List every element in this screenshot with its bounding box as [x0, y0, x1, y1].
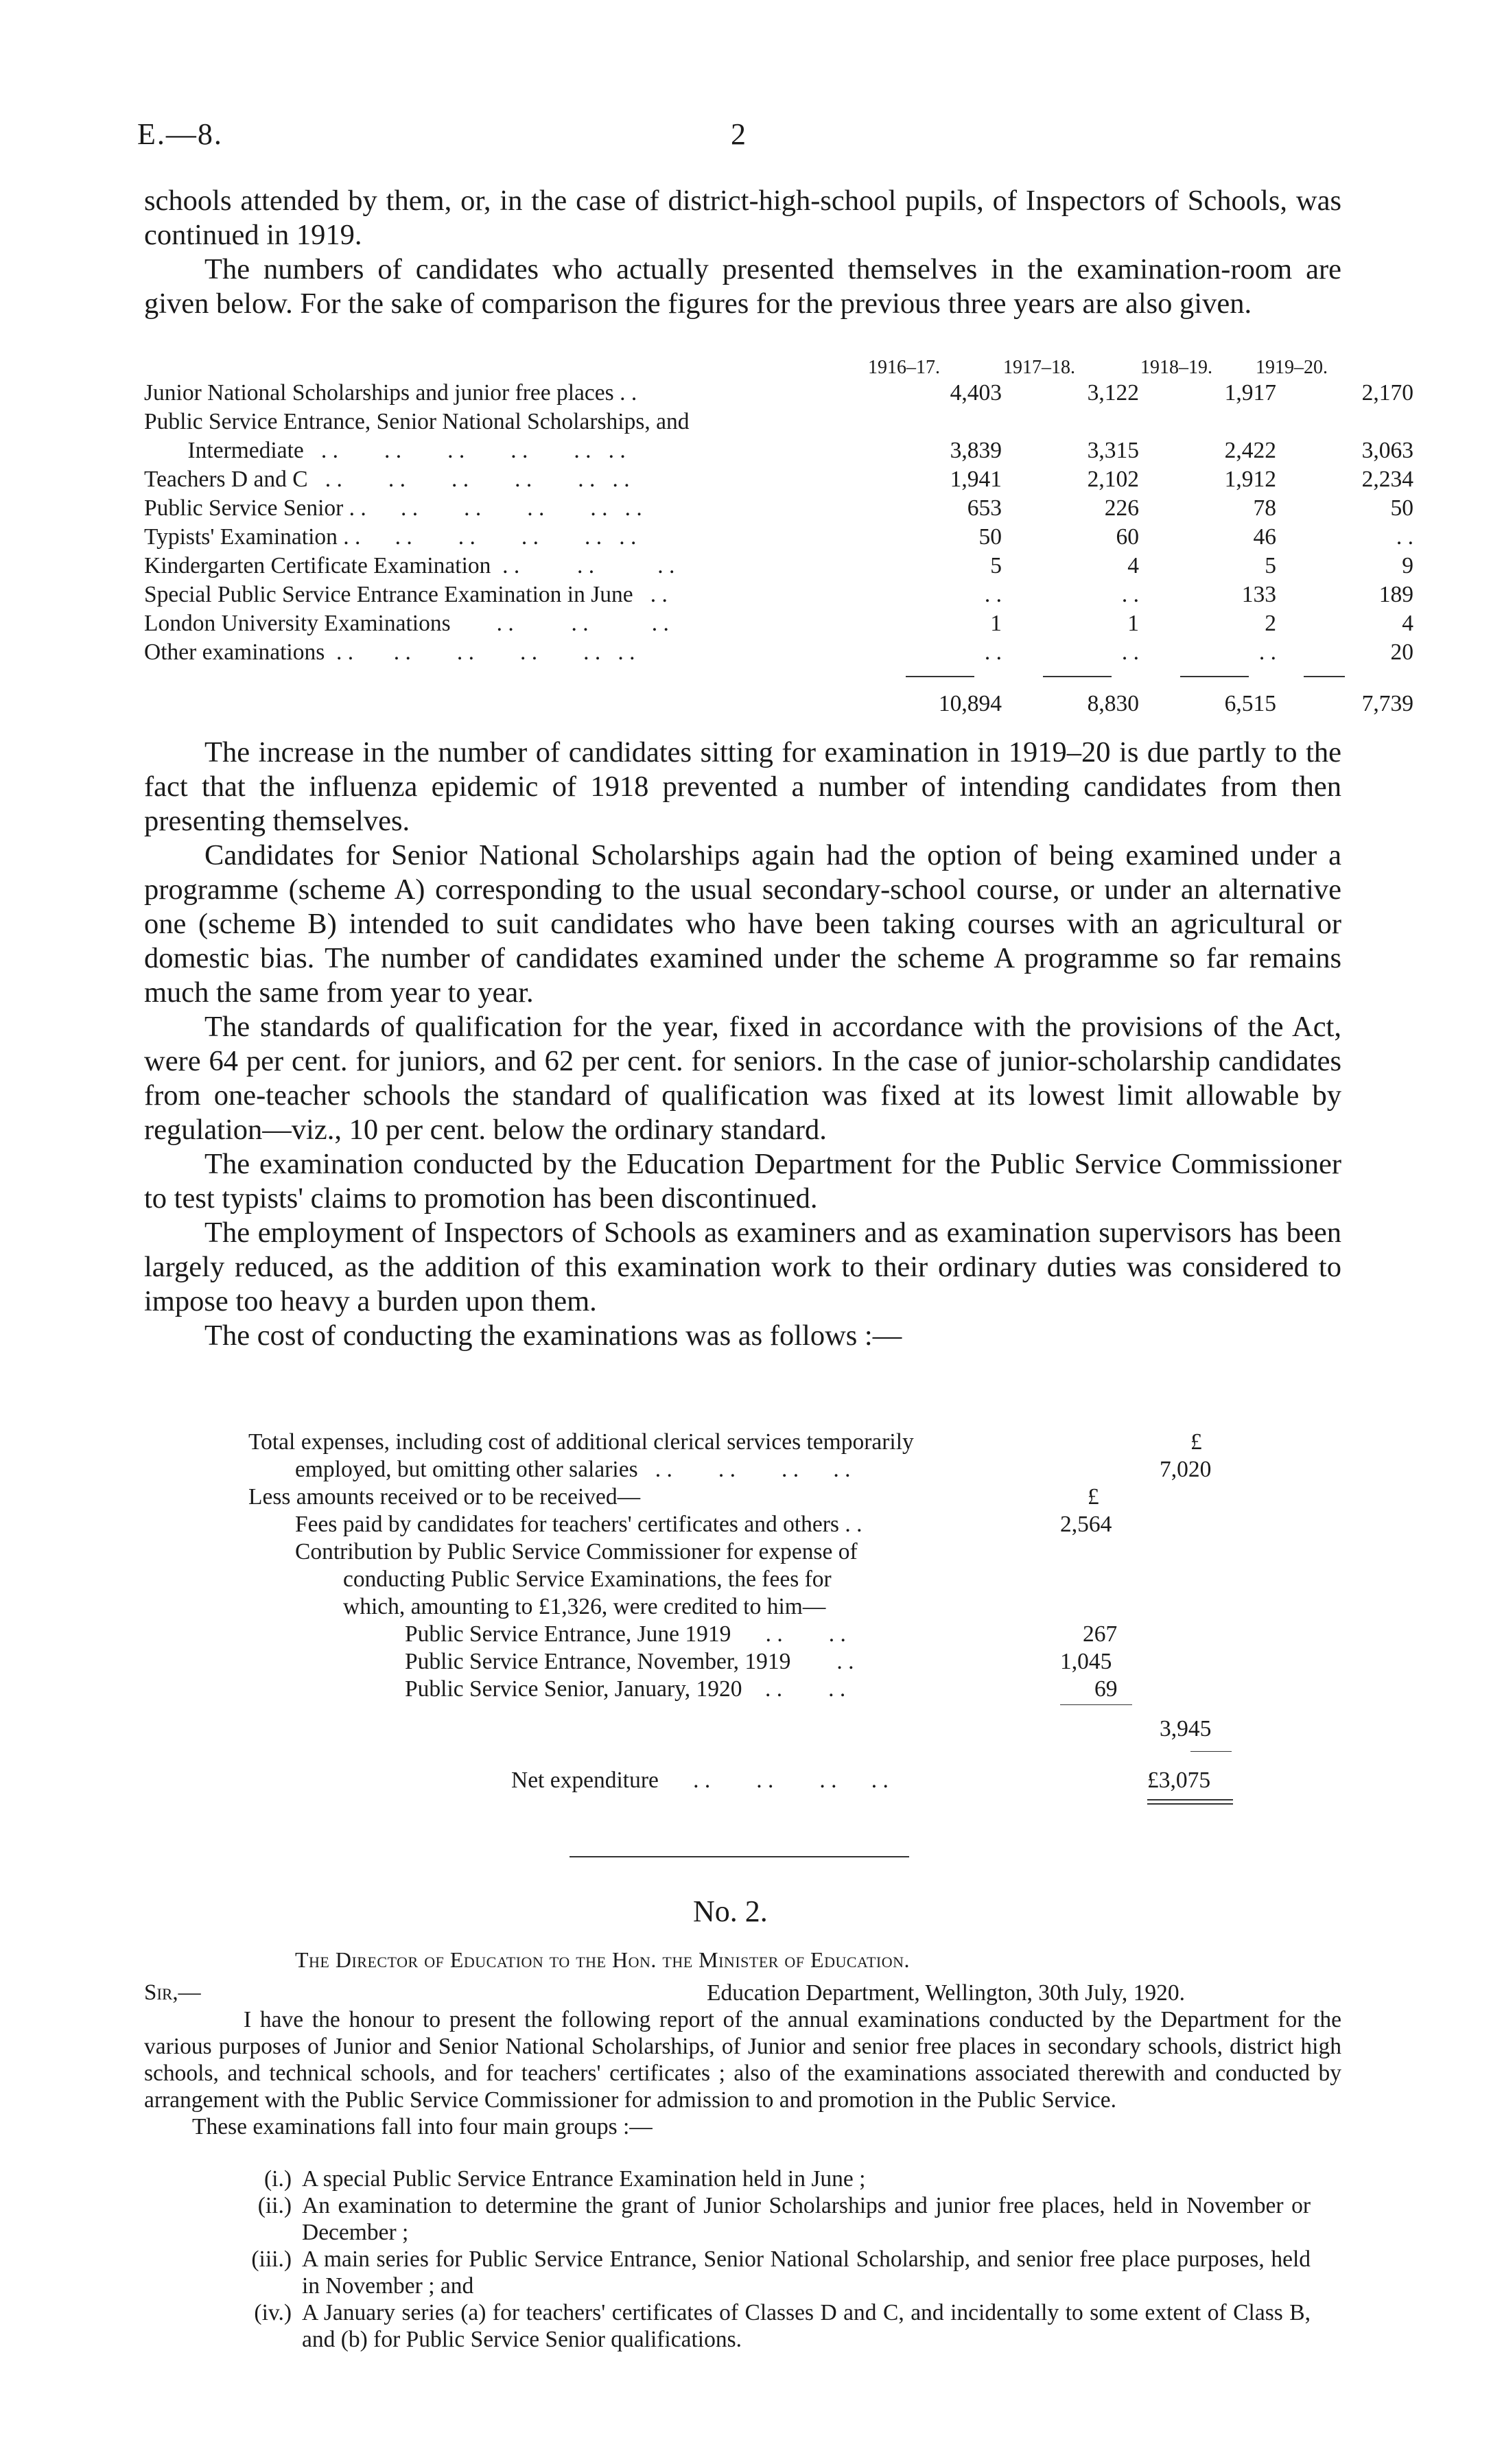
cell-value: 4: [1402, 611, 1413, 636]
section-number: No. 2.: [693, 1894, 768, 1928]
cell-value: 20: [1390, 640, 1413, 665]
cell-value: . .: [984, 640, 1002, 665]
row-label: Special Public Service Entrance Examination in June . .: [144, 582, 668, 607]
cell-value: 2: [1265, 611, 1276, 636]
total-value: 10,894: [938, 691, 1002, 716]
cell-value: 3,122: [1087, 380, 1139, 406]
pse-june-amount: 267: [1083, 1621, 1118, 1647]
cell-value: 5: [990, 553, 1002, 578]
section-divider: [570, 1856, 909, 1857]
letter-paragraph-1: I have the honour to present the following report of the annual examinations conducted by the Department for the various purposes of Junior and Senior National Scholarships, of Junior and senior free places in secondary schools, district high schools, and technical schools, and for teachers' certificates ; also of the examinations associated therewith and conducted by arrangement with the Public Service Commissioner for admission to and promotion in the Public Service.: [144, 2007, 1341, 2113]
cell-value: 226: [1104, 495, 1139, 521]
list-number: (iii.): [251, 2246, 292, 2272]
cell-value: 653: [967, 495, 1002, 521]
pound-sign: £: [1088, 1484, 1099, 1510]
total-value: 8,830: [1087, 691, 1139, 716]
cell-value: 4,403: [950, 380, 1002, 406]
body-paragraph-4: The examination conducted by the Education Department for the Public Service Commissioner to test typists' claims to promotion has been discontinued.: [144, 1148, 1341, 1215]
cell-value: 1,941: [950, 467, 1002, 492]
column-header-1919: 1919–20.: [1256, 357, 1328, 378]
net-expenditure-label: Net expenditure . . . . . . . .: [511, 1768, 889, 1793]
intro-paragraph-2: The numbers of candidates who actually presented themselves in the examination-room are given below. For the sake of comparison the figures for the previous three years are also given.: [144, 253, 1341, 320]
row-label: Other examinations . . . . . . . . . . . .: [144, 640, 635, 665]
net-double-rule: [1147, 1803, 1233, 1805]
row-label: Junior National Scholarships and junior free places . .: [144, 380, 637, 406]
cell-value: . .: [1121, 640, 1139, 665]
column-header-1917: 1917–18.: [1003, 357, 1075, 378]
total-value: 6,515: [1224, 691, 1276, 716]
cell-value: 9: [1402, 553, 1413, 578]
totals-row: [144, 690, 1413, 718]
cell-value: 1,912: [1224, 467, 1276, 492]
table-row: [144, 552, 1413, 580]
cell-value: 50: [1390, 495, 1413, 521]
cell-value: 2,102: [1087, 467, 1139, 492]
less-total-amount: 3,945: [1160, 1716, 1212, 1741]
pse-november-amount: 1,045: [1060, 1649, 1112, 1674]
intro-paragraph-1: schools attended by them, or, in the case of district-high-school pupils, of Inspectors of Schools, was continued in 1919.: [144, 185, 1341, 251]
cell-value: 60: [1116, 524, 1139, 550]
net-expenditure-amount: £3,075: [1147, 1768, 1211, 1793]
table-row: [144, 408, 1345, 436]
table-row: [144, 379, 1413, 408]
list-number: (iv.): [254, 2300, 292, 2325]
intro-section: [144, 184, 1341, 321]
cell-value: 1,917: [1224, 380, 1276, 406]
total-expenses-line-2: employed, but omitting other salaries . . . . . . . .: [295, 1457, 851, 1482]
pse-november-line: Public Service Entrance, November, 1919 . .: [405, 1649, 854, 1674]
cell-value: 3,063: [1361, 438, 1413, 463]
letter-heading: The Director of Education to the Hon. the Minister of Education.: [295, 1947, 911, 1972]
contribution-line-1: Contribution by Public Service Commissioner for expense of: [295, 1539, 858, 1564]
cell-value: . .: [984, 582, 1002, 607]
cell-value: 2,234: [1361, 467, 1413, 492]
total-expenses-line-1: Total expenses, including cost of additional clerical services temporarily: [248, 1429, 914, 1455]
row-label: Teachers D and C . . . . . . . . . . . .: [144, 467, 630, 492]
cell-value: 1: [990, 611, 1002, 636]
cell-value: 1: [1127, 611, 1139, 636]
salutation: Sir,—: [144, 1980, 201, 2005]
net-double-rule: [1147, 1799, 1233, 1800]
list-text: An examination to determine the grant of Junior Scholarships and junior free places, held in November or December ;: [302, 2193, 1311, 2245]
total-rule: [1180, 676, 1249, 677]
table-row: [144, 465, 1413, 494]
body-section: [144, 736, 1341, 1353]
cell-value: 3,839: [950, 438, 1002, 463]
row-label: Public Service Entrance, Senior National Scholarships, and: [144, 409, 690, 434]
cell-value: . .: [1121, 582, 1139, 607]
body-paragraph-3: The standards of qualification for the year, fixed in accordance with the provisions of the Act, were 64 per cent. for juniors, and 62 per cent. for seniors. In the case of junior-scholarship candidates from one-teacher schools the standard of qualification was fixed at its lowest limit allowable by regulation—viz., 10 per cent. below the ordinary standard.: [144, 1011, 1341, 1146]
row-label: London University Examinations . . . . . .: [144, 611, 669, 636]
total-value: 7,739: [1361, 691, 1413, 716]
pss-january-line: Public Service Senior, January, 1920 . . . .: [405, 1676, 846, 1702]
table-row: [144, 523, 1413, 552]
table-row: [144, 494, 1413, 523]
cell-value: 4: [1127, 553, 1139, 578]
cell-value: 5: [1265, 553, 1276, 578]
pss-january-amount: 69: [1094, 1676, 1118, 1702]
subtotal-rule: [1060, 1704, 1132, 1705]
list-number: (i.): [264, 2166, 292, 2192]
less-amounts-line: Less amounts received or to be received—: [248, 1484, 641, 1510]
pound-sign: £: [1190, 1429, 1202, 1455]
body-paragraph-6: The cost of conducting the examinations was as follows :—: [204, 1319, 902, 1352]
cell-value: . .: [1258, 640, 1276, 665]
list-text: A special Public Service Entrance Examination held in June ;: [302, 2166, 866, 2192]
table-row: [144, 638, 1413, 667]
contribution-line-2: conducting Public Service Examinations, the fees for: [343, 1567, 832, 1592]
row-label: Public Service Senior . . . . . . . . . . . .: [144, 495, 642, 521]
cell-value: . .: [1396, 524, 1413, 550]
row-label: Kindergarten Certificate Examination . . . . . .: [144, 553, 675, 578]
table-row: [144, 580, 1413, 609]
pse-june-line: Public Service Entrance, June 1919 . . . .: [405, 1621, 846, 1647]
document-code: E.—8.: [137, 117, 223, 151]
body-paragraph-5: The employment of Inspectors of Schools as examiners and as examination supervisors has been largely reduced, as the addition of this examination work to their ordinary duties was considered to impose too heavy a burden upon them.: [144, 1217, 1341, 1317]
list-number: (ii.): [257, 2193, 292, 2218]
list-text: A January series (a) for teachers' certificates of Classes D and C, and incidentally to some extent of Class B, and (b) for Public Service Senior qualifications.: [302, 2300, 1311, 2352]
cell-value: 2,170: [1361, 380, 1413, 406]
row-label: Typists' Examination . . . . . . . . . . . .: [144, 524, 637, 550]
column-header-1916: 1916–17.: [868, 357, 940, 378]
total-expenses-amount: 7,020: [1160, 1457, 1212, 1482]
fees-amount: 2,564: [1060, 1512, 1112, 1537]
body-paragraph-2: Candidates for Senior National Scholarships again had the option of being examined under a programme (scheme A) corresponding to the usual secondary-school course, or under an alternative one (scheme B) intended to suit candidates who have been taking courses with an agricultural or domestic bias. The number of candidates examined under the scheme A programme so far remains much the same from year to year.: [144, 839, 1341, 1009]
cell-value: 189: [1378, 582, 1413, 607]
total-rule: [1043, 676, 1112, 677]
letter-body: [144, 2006, 1341, 2140]
table-row: [144, 436, 1413, 465]
cell-value: 50: [978, 524, 1002, 550]
cell-value: 3,315: [1087, 438, 1139, 463]
net-rule: [1190, 1751, 1232, 1752]
cell-value: 46: [1253, 524, 1276, 550]
letter-paragraph-2: These examinations fall into four main groups :—: [192, 2114, 653, 2139]
cell-value: 2,422: [1224, 438, 1276, 463]
table-row: [144, 609, 1413, 638]
row-label: Intermediate . . . . . . . . . . . .: [165, 438, 626, 463]
total-rule: [906, 676, 974, 677]
dateline: Education Department, Wellington, 30th July, 1920.: [707, 1980, 1185, 2006]
column-header-1918: 1918–19.: [1140, 357, 1212, 378]
contribution-line-3: which, amounting to £1,326, were credited to him—: [343, 1594, 826, 1619]
page-number: 2: [731, 117, 746, 151]
cell-value: 133: [1241, 582, 1276, 607]
body-paragraph-1: The increase in the number of candidates sitting for examination in 1919–20 is due partly to the fact that the influenza epidemic of 1918 prevented a number of intending candidates from then presenting themselves.: [144, 736, 1341, 837]
total-rule: [1304, 676, 1345, 677]
fees-line: Fees paid by candidates for teachers' certificates and others . .: [295, 1512, 862, 1537]
list-text: A main series for Public Service Entrance, Senior National Scholarship, and senior free place purposes, held in November ; and: [302, 2246, 1311, 2299]
cell-value: 78: [1253, 495, 1276, 521]
